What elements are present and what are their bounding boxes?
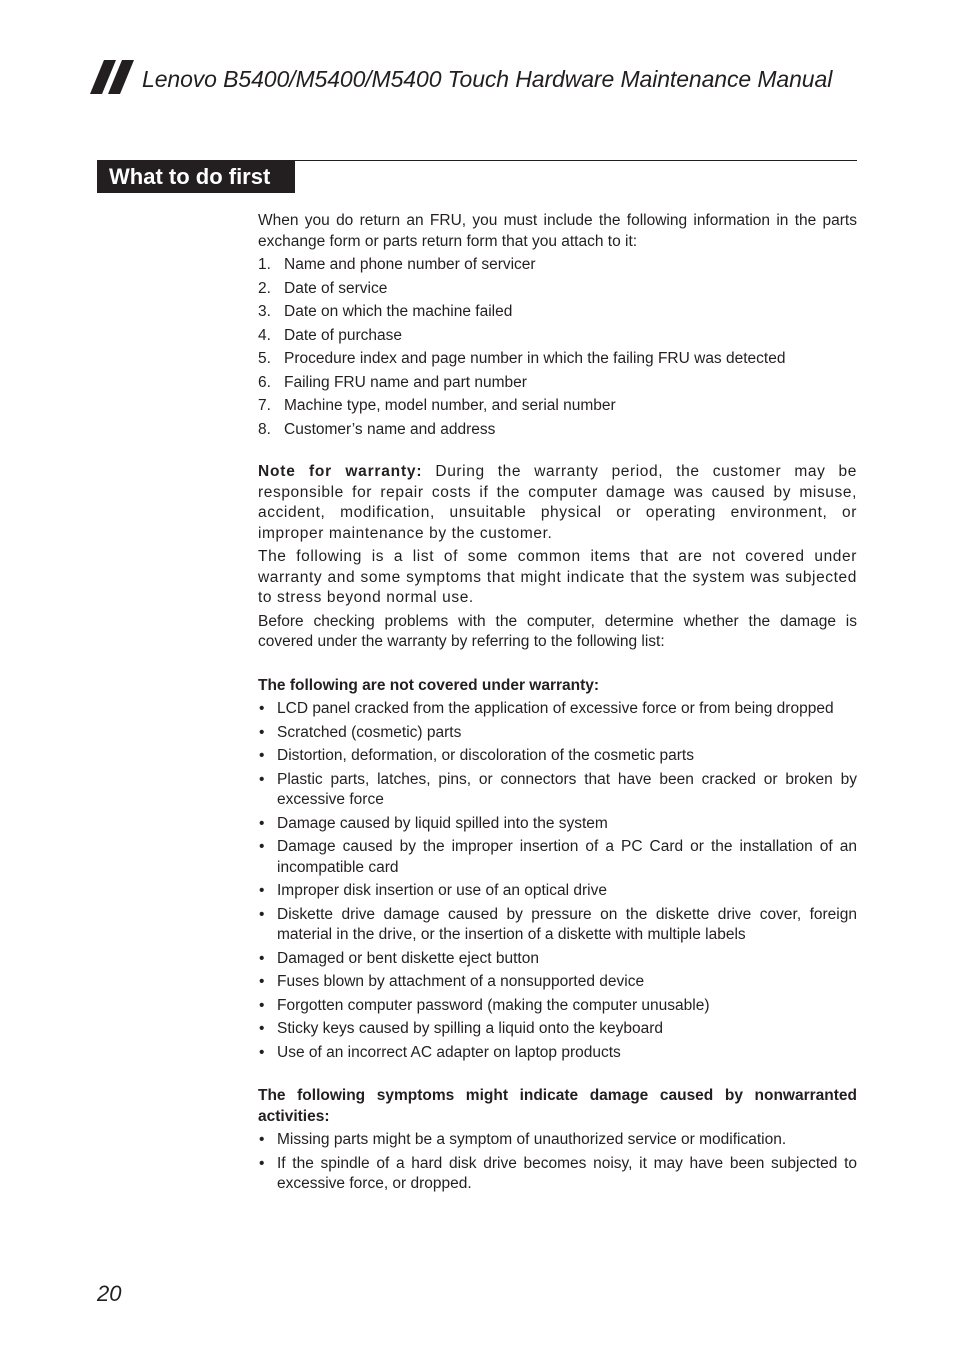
list-item [258,349,857,370]
list-item [258,837,857,878]
list-text: Plastic parts, latches, pins, or connectors that have been cracked or broken by excessive force [277,770,857,808]
list-text: Fuses blown by attachment of a nonsupported device [277,973,645,990]
list-number: 2. [258,279,271,297]
list-number: 6. [258,373,271,391]
bullet: • [259,747,265,764]
list-text: Date on which the machine failed [284,303,513,320]
list-text: Date of purchase [284,326,403,344]
bullet: • [259,814,265,832]
not-covered-list [258,699,857,1063]
list-item [258,746,857,767]
note-text: During the warranty period, the customer may be responsible for repair costs if the computer damage was caused by misuse, accident, modification, unsuitable physical or operating environment, or improper maintenance by the customer. [258,463,857,542]
bullet: • [259,1020,265,1037]
list-item [258,996,857,1017]
common-items-paragraph: The following is a list of some common items that are not covered under warranty and some symptoms that might indicate that the system was subjected to stress beyond normal use. [258,548,857,606]
bullet: • [259,996,265,1014]
list-item [258,1154,857,1195]
symptoms-list [258,1130,857,1195]
bullet: • [259,700,265,717]
bullet: • [259,949,265,967]
list-text: Scratched (cosmetic) parts [277,723,462,741]
bullet: • [259,905,265,923]
list-text: Machine type, model number, and serial number [284,397,616,414]
list-text: Forgotten computer password (making the computer unusable) [277,996,710,1014]
list-text: Improper disk insertion or use of an optical drive [277,882,607,899]
list-item [258,255,857,276]
list-item [258,949,857,970]
list-number: 4. [258,326,271,344]
before-checking-paragraph: Before checking problems with the computer, determine whether the damage is covered under the warranty by referring to the following list: [258,612,857,650]
list-item [258,972,857,993]
list-item [258,814,857,835]
list-number: 7. [258,397,271,414]
list-text: If the spindle of a hard disk drive becomes noisy, it may have been subjected to excessive force, or dropped. [277,1154,857,1192]
symptoms-heading: The following symptoms might indicate damage caused by nonwarranted activities: [258,1087,857,1125]
list-text: Name and phone number of servicer [284,256,536,273]
intro-paragraph: When you do return an FRU, you must include the following information in the parts exchange form or parts return form that you attach to it: [258,212,857,250]
list-text: LCD panel cracked from the application of excessive force or from being dropped [277,700,834,717]
list-item [258,905,857,946]
list-item [258,699,857,720]
list-text: Damage caused by the improper insertion of a PC Card or the installation of an incompatible card [277,838,857,876]
list-text: Missing parts might be a symptom of unauthorized service or modification. [277,1131,787,1148]
list-number: 8. [258,420,271,438]
list-number: 5. [258,350,271,367]
list-item [258,373,857,394]
main-content [258,211,857,1198]
list-number: 1. [258,256,271,273]
bullet: • [259,882,265,899]
list-text: Sticky keys caused by spilling a liquid onto the keyboard [277,1020,663,1037]
bullet: • [259,1131,265,1148]
bullet: • [259,1043,265,1061]
bullet: • [259,723,265,741]
bullet: • [259,770,265,788]
list-item [258,881,857,902]
list-item [258,279,857,300]
list-text: Customer’s name and address [284,420,496,438]
list-number: 3. [258,303,271,320]
bullet: • [259,973,265,990]
page-number: 20 [97,1281,122,1306]
list-item [258,420,857,441]
bullet: • [259,1154,265,1172]
list-item [258,770,857,811]
list-text: Use of an incorrect AC adapter on laptop products [277,1043,621,1061]
list-item [258,302,857,323]
section-title: What to do first [97,160,295,193]
list-text: Distortion, deformation, or discoloration of the cosmetic parts [277,747,694,764]
list-item [258,1043,857,1064]
list-text: Date of service [284,279,388,297]
bullet: • [259,838,265,855]
list-item [258,1130,857,1151]
list-item [258,723,857,744]
list-text: Failing FRU name and part number [284,373,527,391]
fru-info-list [258,255,857,440]
list-text: Procedure index and page number in which the failing FRU was detected [284,350,786,367]
list-text: Damage caused by liquid spilled into the system [277,814,608,832]
list-item [258,396,857,417]
list-item [258,1019,857,1040]
note-label: Note for warranty: [258,463,423,480]
not-covered-heading: The following are not covered under warranty: [258,676,600,694]
list-text: Diskette drive damage caused by pressure on the diskette drive cover, foreign material in the drive, or the insertion of a diskette with multiple labels [277,905,857,943]
list-text: Damaged or bent diskette eject button [277,949,539,967]
manual-title: Lenovo B5400/M5400/M5400 Touch Hardware Maintenance Manual [142,66,833,92]
list-item [258,326,857,347]
warranty-note [258,462,857,544]
double-slash-icon [90,60,136,94]
